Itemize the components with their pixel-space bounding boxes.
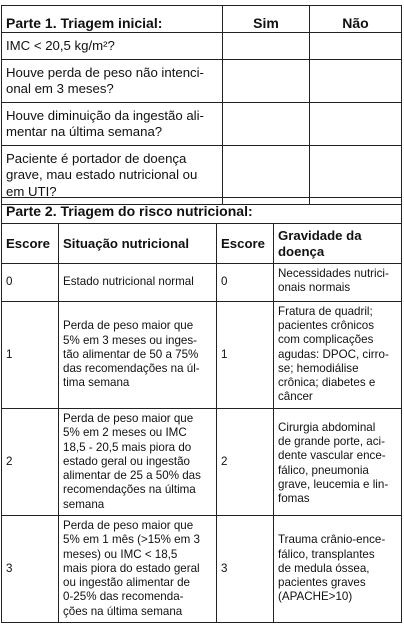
severity-line: dente vascular ence- [278, 449, 386, 463]
severity-line: Trauma crânio-ence- [278, 533, 386, 547]
situation-line: Perda de peso maior que [63, 319, 194, 333]
situation-cell [59, 409, 217, 516]
question-row [2, 33, 402, 60]
situation-line: ções na última semana [63, 604, 183, 618]
severity-line: Necessidades nutrici- [278, 267, 389, 280]
question-row [2, 102, 402, 145]
question-text [2, 145, 223, 205]
part2-title: Parte 2. Triagem do risco nutricional: [2, 198, 402, 224]
score2-cell: 0 [217, 264, 274, 302]
nutritional-risk-title-row [2, 198, 402, 224]
severity-cell [274, 264, 402, 302]
part1-title: Parte 1. Triagem inicial: [2, 6, 223, 33]
question-text [2, 33, 223, 60]
score-column-header: Escore [2, 224, 59, 264]
severity-line: (APACHE>10) [278, 590, 353, 604]
severity-line: fálico, pneumonia [278, 463, 369, 477]
severity-line: pacientes graves [278, 576, 366, 590]
no-column-header: Não [310, 6, 402, 33]
yes-answer-cell[interactable] [223, 102, 310, 145]
severity-cell [274, 302, 402, 409]
question-line: Houve perda de peso não intenci- [6, 64, 204, 80]
score2-cell: 3 [217, 516, 274, 623]
no-answer-cell[interactable] [310, 102, 402, 145]
situation-line: alimentar de 25 a 50% das [63, 469, 201, 483]
question-row [2, 145, 402, 205]
score2-column-header: Escore [217, 224, 274, 264]
nutritional-risk-table [1, 197, 402, 623]
situation-cell [59, 516, 217, 623]
severity-header-line: doença [278, 244, 325, 259]
no-answer-cell[interactable] [310, 145, 402, 205]
severity-line: se; hemodiálise [278, 361, 359, 375]
no-answer-cell[interactable] [310, 59, 402, 102]
yes-answer-cell[interactable] [223, 59, 310, 102]
situation-cell [59, 264, 217, 302]
score-cell: 0 [2, 264, 59, 302]
risk-row [2, 264, 402, 302]
situation-line: tima semana [63, 376, 130, 390]
situation-line: mais piora do estado geral [63, 561, 200, 575]
situation-line: Perda de peso maior que [63, 519, 194, 533]
question-row [2, 59, 402, 102]
risk-row [2, 409, 402, 516]
severity-line: pacientes crônicos [278, 319, 375, 333]
score-cell: 2 [2, 409, 59, 516]
severity-line: Fratura de quadril; [278, 305, 373, 318]
situation-line: ou ingestão alimentar de [63, 576, 190, 590]
situation-cell [59, 302, 217, 409]
severity-line: Cirurgia abdominal [278, 421, 376, 434]
severity-line: fomas [278, 492, 310, 506]
score2-cell: 1 [217, 302, 274, 409]
initial-screening-header-row [2, 6, 402, 33]
situation-line: 18,5 - 20,5 mais piora do [63, 440, 192, 454]
yes-answer-cell[interactable] [223, 145, 310, 205]
question-line: Paciente é portador de doença [6, 150, 187, 166]
no-answer-cell[interactable] [310, 33, 402, 60]
score-cell: 3 [2, 516, 59, 623]
severity-line: crônica; diabetes e [278, 376, 376, 390]
situation-line: 0-25% das recomenda- [63, 590, 184, 604]
severity-line: de medula óssea, [278, 561, 370, 575]
situation-line: recomendações na última [63, 483, 196, 497]
severity-line: agudas: DPOC, cirro- [278, 347, 389, 361]
yes-answer-cell[interactable] [223, 33, 310, 60]
question-line: Houve diminuição da ingestão ali- [6, 107, 204, 123]
severity-line: de grande porte, aci- [278, 435, 385, 449]
severity-line: fálico, transplantes [278, 547, 375, 561]
situation-line: 5% em 2 meses ou IMC [63, 426, 187, 440]
situation-line: Perda de peso maior que [63, 412, 194, 426]
situation-column-header: Situação nutricional [59, 224, 217, 264]
severity-column-header [274, 224, 402, 264]
severity-cell [274, 409, 402, 516]
severity-header-line: Gravidade da [278, 228, 362, 243]
situation-line: Estado nutricional normal [63, 275, 194, 289]
question-line: mentar na última semana? [6, 124, 163, 139]
score-cell: 1 [2, 302, 59, 409]
question-line: IMC < 20,5 kg/m²? [6, 38, 115, 53]
risk-row [2, 516, 402, 623]
severity-line: câncer [278, 390, 313, 404]
situation-line: semana [63, 497, 105, 511]
severity-cell [274, 516, 402, 623]
risk-header-row [2, 224, 402, 264]
situation-line: estado geral ou ingestão [63, 454, 190, 468]
risk-row [2, 302, 402, 409]
question-line: onal em 3 meses? [6, 81, 114, 96]
yes-column-header: Sim [223, 6, 310, 33]
severity-line: onais normais [278, 281, 351, 295]
question-text [2, 102, 223, 145]
severity-line: com complicações [278, 333, 374, 347]
question-text [2, 59, 223, 102]
initial-screening-table [1, 5, 402, 205]
situation-line: 5% em 1 mês (>15% em 3 [63, 533, 200, 547]
question-line: em UTI? [6, 183, 57, 199]
situation-line: 5% em 3 meses ou inges- [63, 333, 198, 347]
situation-line: meses) ou IMC < 18,5 [63, 547, 178, 561]
question-line: grave, mau estado nutricional ou [6, 167, 198, 182]
situation-line: das recomendações na úl- [63, 362, 200, 376]
score2-cell: 2 [217, 409, 274, 516]
situation-line: tão alimentar de 50 a 75% [63, 347, 199, 361]
severity-line: grave, leucemia e lin- [278, 477, 389, 491]
